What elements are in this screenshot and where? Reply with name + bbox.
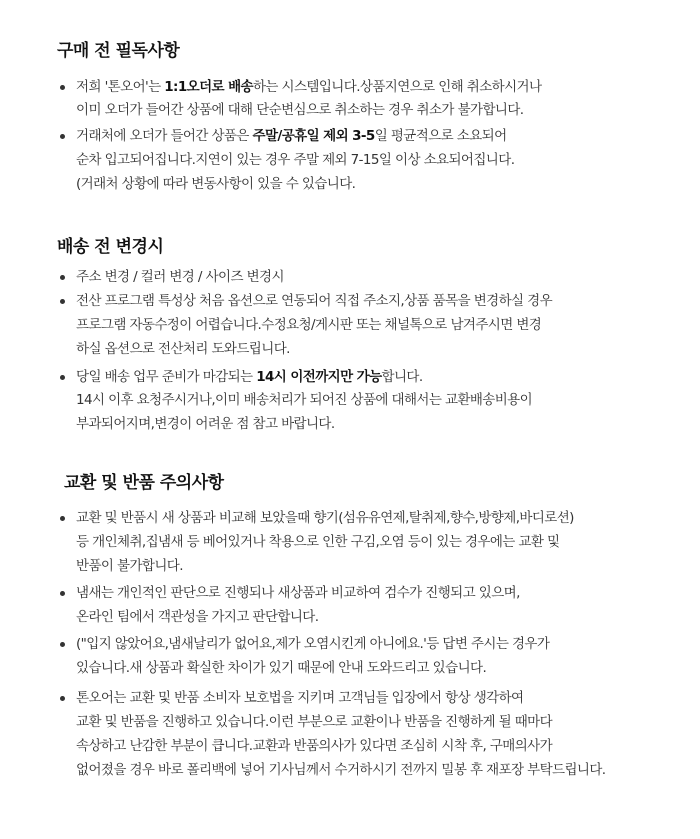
body-text: 하는 시스템입니다.상품지연으로 인해 취소하시거나 (252, 79, 542, 95)
body-text: 없어졌을 경우 바로 폴리백에 넣어 기사님께서 수거하시기 전까지 밀봉 후 재포장 부탁드립니다. (76, 762, 606, 778)
body-text: 일 평균적으로 소요되어 (374, 128, 507, 144)
text-line (76, 530, 559, 554)
section-title: 교환 및 반품 주의사항 (64, 473, 224, 493)
body-text: 합니다. (381, 369, 423, 385)
bullet-icon (60, 642, 65, 647)
text-line (76, 605, 318, 629)
text-line (76, 686, 523, 710)
body-text: 당일 배송 업무 준비가 마감되는 (76, 369, 257, 385)
text-line (76, 172, 355, 196)
text-line (76, 758, 606, 782)
emphasis-text: 14시 이전까지만 가능 (256, 369, 382, 385)
text-line (76, 337, 290, 361)
body-text: 거래처에 오더가 들어간 상품은 (76, 128, 253, 144)
text-line (76, 313, 541, 337)
text-line (76, 265, 284, 289)
bullet-icon (60, 696, 65, 701)
text-line (76, 656, 486, 680)
emphasis-text: 1:1오더로 배송 (164, 79, 253, 95)
body-text: 톤오어는 교환 및 반품 소비자 보호법을 지키며 고객님들 입장에서 항상 생각하여 (76, 690, 524, 706)
body-text: 있습니다.새 상품과 확실한 차이가 있기 때문에 안내 도와드리고 있습니다. (76, 660, 487, 676)
bullet-icon (60, 134, 65, 139)
body-text: 순차 입고되어집니다.지연이 있는 경우 주말 제외 7-15일 이상 소요되어집니다. (76, 152, 515, 168)
emphasis-text: 주말/공휴일 제외 3-5 (252, 128, 375, 144)
body-text: 전산 프로그램 특성상 처음 옵션으로 연동되어 직접 주소지,상품 품목을 변경하실 경우 (76, 293, 553, 309)
bullet-icon (60, 591, 65, 596)
text-line (76, 506, 574, 530)
body-text: 주소 변경 / 컬러 변경 / 사이즈 변경시 (76, 269, 284, 285)
body-text: ("입지 않았어요,냄새날리가 없어요,제가 오염시킨게 아니에요.'등 답변 주시는 경우가 (76, 636, 550, 652)
text-line (76, 98, 523, 122)
body-text: 저희 '톤오어'는 (76, 79, 165, 95)
text-line (76, 412, 335, 436)
text-line (76, 289, 552, 313)
body-text: 부과되어지며,변경이 어려운 점 참고 바랍니다. (76, 416, 335, 432)
body-text: 교환 및 반품시 새 상품과 비교해 보았을때 향기(섬유유연제,탈취제,향수,방향제,바디로션) (76, 510, 574, 526)
body-text: 프로그램 자동수정이 어렵습니다.수정요청/게시판 또는 채널톡으로 남겨주시면 변경 (76, 317, 542, 333)
text-line (76, 388, 532, 412)
text-line (76, 581, 520, 605)
text-line (76, 632, 549, 656)
bullet-icon (60, 275, 65, 280)
body-text: 속상하고 난감한 부분이 큽니다.교환과 반품의사가 있다면 조심히 시착 후, 구매의사가 (76, 738, 553, 754)
body-text: 냄새는 개인적인 판단으로 진행되나 새상품과 비교하여 검수가 진행되고 있으며, (76, 585, 520, 601)
body-text: 등 개인체취,집냄새 등 베어있거나 착용으로 인한 구김,오염 등이 있는 경우에는 교환 및 (76, 534, 560, 550)
text-line (76, 124, 507, 148)
section-title: 배송 전 변경시 (57, 237, 164, 257)
text-line (76, 365, 423, 389)
section-title: 구매 전 필독사항 (57, 41, 180, 61)
body-text: 이미 오더가 들어간 상품에 대해 단순변심으로 취소하는 경우 취소가 불가합니다. (76, 102, 524, 118)
bullet-icon (60, 299, 65, 304)
text-line (76, 734, 552, 758)
body-text: 하실 옵션으로 전산처리 도와드립니다. (76, 341, 290, 357)
body-text: 온라인 팀에서 객관성을 가지고 판단합니다. (76, 609, 319, 625)
body-text: 14시 이후 요청주시거나,이미 배송처리가 되어진 상품에 대해서는 교환배송비용이 (76, 392, 533, 408)
bullet-icon (60, 85, 65, 90)
text-line (76, 75, 541, 99)
text-line (76, 554, 183, 578)
body-text: 반품이 불가합니다. (76, 558, 183, 574)
body-text: (거래처 상황에 따라 변동사항이 있을 수 있습니다. (76, 176, 356, 192)
bullet-icon (60, 375, 65, 380)
body-text: 교환 및 반품을 진행하고 있습니다.이런 부분으로 교환이나 반품을 진행하게 될 때마다 (76, 714, 553, 730)
text-line (76, 710, 552, 734)
text-line (76, 148, 514, 172)
bullet-icon (60, 516, 65, 521)
